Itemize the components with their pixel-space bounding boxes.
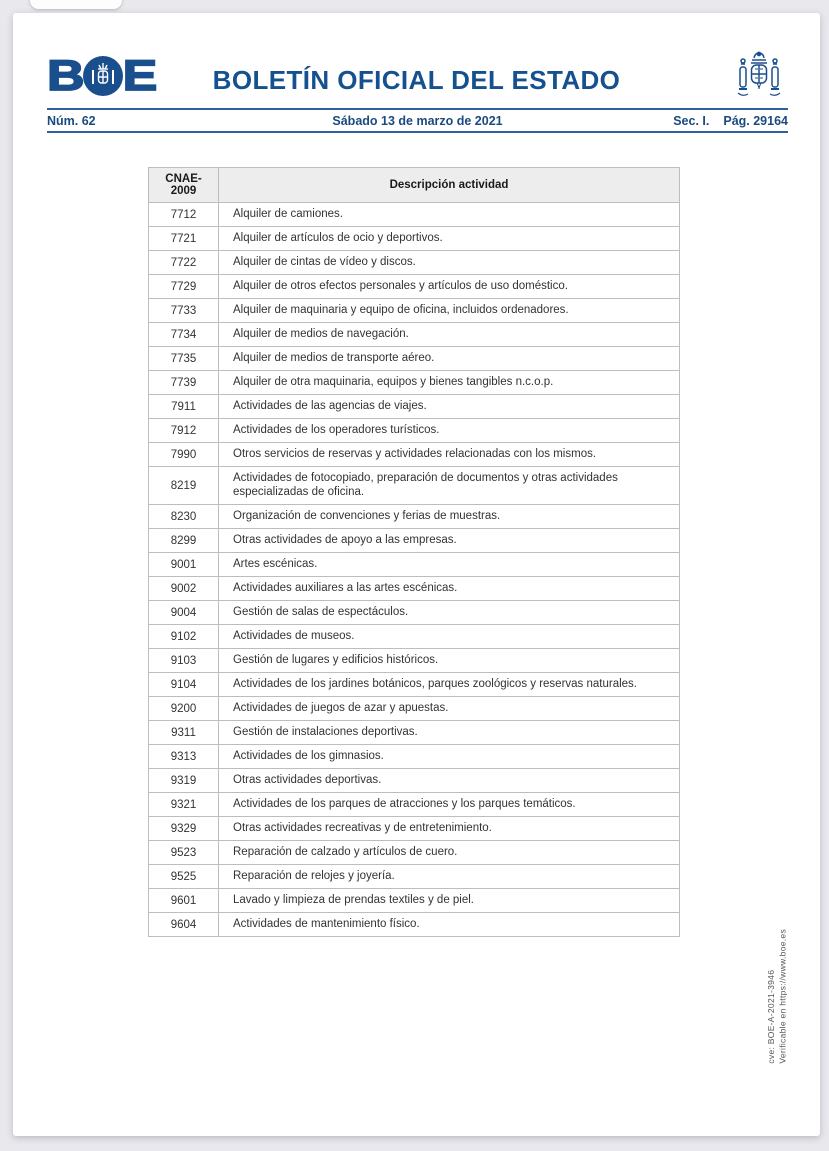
row-desc: Lavado y limpieza de prendas textiles y de piel. [219,889,680,913]
table-row [149,865,680,889]
row-desc: Alquiler de otros efectos personales y artículos de uso doméstico. [219,275,680,299]
row-desc: Alquiler de camiones. [219,203,680,227]
page-title: BOLETÍN OFICIAL DEL ESTADO [212,65,621,95]
row-code: 7722 [149,251,219,275]
row-desc: Alquiler de artículos de ocio y deportivos. [219,227,680,251]
issue-date: Sábado 13 de marzo de 2021 [332,113,503,128]
row-code: 9103 [149,649,219,673]
row-desc: Alquiler de otra maquinaria, equipos y bienes tangibles n.c.o.p. [219,371,680,395]
table-row [149,467,680,505]
row-desc: Reparación de calzado y artículos de cuero. [219,841,680,865]
cve-verifiable: Verificable en https://www.boe.es [777,929,788,1064]
row-code: 7735 [149,347,219,371]
row-code: 9004 [149,601,219,625]
row-desc: Alquiler de cintas de vídeo y discos. [219,251,680,275]
table-row [149,817,680,841]
table-row [149,275,680,299]
row-code: 9525 [149,865,219,889]
row-desc: Reparación de relojes y joyería. [219,865,680,889]
row-desc: Alquiler de medios de transporte aéreo. [219,347,680,371]
row-desc: Actividades de los parques de atracciones y los parques temáticos. [219,793,680,817]
boe-logo-letter-e: E [122,52,156,100]
row-code: 9001 [149,553,219,577]
table-row [149,347,680,371]
table-row [149,443,680,467]
table-row [149,323,680,347]
row-desc: Actividades de los operadores turísticos. [219,419,680,443]
row-desc: Alquiler de medios de navegación. [219,323,680,347]
table-row [149,371,680,395]
row-desc: Actividades de museos. [219,625,680,649]
row-desc: Otras actividades deportivas. [219,769,680,793]
row-code: 9321 [149,793,219,817]
row-desc: Actividades de juegos de azar y apuestas. [219,697,680,721]
row-desc: Actividades de mantenimiento físico. [219,913,680,937]
row-code: 9329 [149,817,219,841]
section-label: Sec. I. [673,113,710,128]
row-code: 7721 [149,227,219,251]
row-code: 9604 [149,913,219,937]
row-code: 9319 [149,769,219,793]
row-code: 7911 [149,395,219,419]
cve-vertical-text [766,929,789,1064]
table-row [149,395,680,419]
table-row [149,203,680,227]
row-code: 9002 [149,577,219,601]
row-desc: Actividades de los gimnasios. [219,745,680,769]
row-code: 9523 [149,841,219,865]
row-desc: Organización de convenciones y ferias de muestras. [219,505,680,529]
row-code: 7990 [149,443,219,467]
table-row [149,553,680,577]
row-code: 8299 [149,529,219,553]
row-code: 9104 [149,673,219,697]
table-row [149,889,680,913]
table-row [149,251,680,275]
column-header-description: Descripción actividad [219,168,680,203]
table-row [149,697,680,721]
masthead [13,13,820,128]
table-row [149,577,680,601]
row-desc: Otras actividades recreativas y de entretenimiento. [219,817,680,841]
table-row [149,649,680,673]
spanish-coat-of-arms-icon [736,51,782,114]
row-desc: Gestión de salas de espectáculos. [219,601,680,625]
meta-row [47,110,788,131]
row-code: 9102 [149,625,219,649]
row-desc: Artes escénicas. [219,553,680,577]
table-row [149,745,680,769]
row-desc: Actividades de los jardines botánicos, parques zoológicos y reservas naturales. [219,673,680,697]
row-desc: Gestión de lugares y edificios históricos. [219,649,680,673]
cve-code: cve: BOE-A-2021-3946 [766,969,776,1064]
table-row [149,227,680,251]
row-code: 9313 [149,745,219,769]
table-row [149,793,680,817]
cnae-table-body [149,203,680,937]
table-row [149,673,680,697]
row-code: 8219 [149,467,219,505]
cutoff-floating-tab [30,0,122,9]
row-code: 9601 [149,889,219,913]
document-page [13,13,820,1136]
row-desc: Actividades auxiliares a las artes escénicas. [219,577,680,601]
row-desc: Alquiler de maquinaria y equipo de oficina, incluidos ordenadores. [219,299,680,323]
row-code: 7712 [149,203,219,227]
row-code: 9200 [149,697,219,721]
table-row [149,505,680,529]
table-header-row [149,168,680,203]
row-code: 7729 [149,275,219,299]
row-code: 9311 [149,721,219,745]
row-desc: Actividades de fotocopiado, preparación de documentos y otras actividades especializadas de oficina. [219,467,680,505]
table-row [149,419,680,443]
masthead-rule-bottom [47,131,788,133]
table-row [149,299,680,323]
row-desc: Gestión de instalaciones deportivas. [219,721,680,745]
issue-number: Núm. 62 [47,113,96,128]
row-desc: Otros servicios de reservas y actividades relacionadas con los mismos. [219,443,680,467]
section-page [673,114,788,128]
column-header-code: CNAE-2009 [149,168,219,203]
boe-logo-letter-b: B [47,52,83,100]
row-code: 7739 [149,371,219,395]
row-desc: Actividades de las agencias de viajes. [219,395,680,419]
table-row [149,841,680,865]
table-row [149,529,680,553]
cnae-table [148,167,680,937]
table-row [149,913,680,937]
row-code: 7734 [149,323,219,347]
table-row [149,769,680,793]
row-code: 8230 [149,505,219,529]
row-code: 7912 [149,419,219,443]
table-row [149,601,680,625]
row-code: 7733 [149,299,219,323]
row-desc: Otras actividades de apoyo a las empresas. [219,529,680,553]
table-row [149,721,680,745]
table-row [149,625,680,649]
page-number: Pág. 29164 [723,113,788,128]
